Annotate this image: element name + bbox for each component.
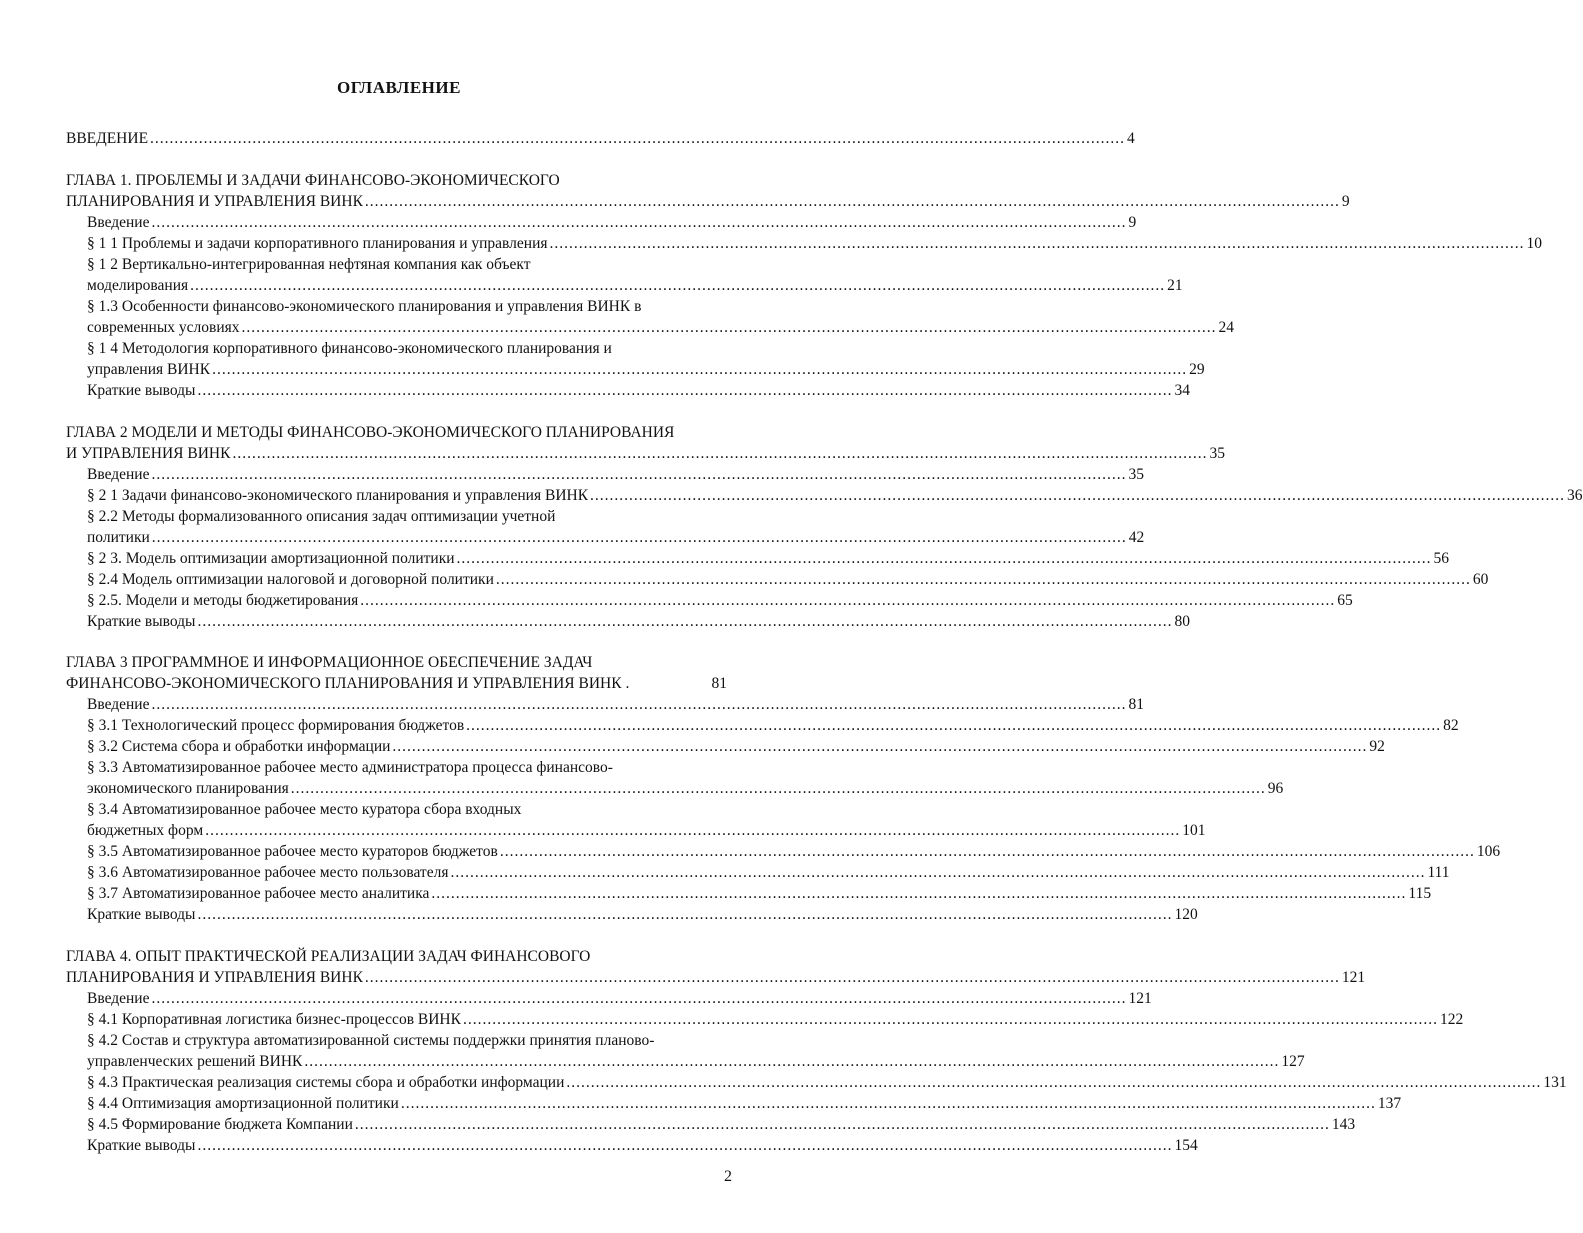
toc-page-number: 111 xyxy=(1427,864,1450,881)
toc-entry xyxy=(87,905,1198,925)
toc-entry-title: § 4.1 Корпоративная логистика бизнес-процессов ВИНК xyxy=(87,1011,461,1028)
toc-entry xyxy=(87,1094,1402,1114)
toc-entry xyxy=(87,1052,1305,1072)
toc-page-number: 60 xyxy=(1472,571,1489,588)
dot-leader: ........................................................................................................................................................................................................ xyxy=(212,361,1188,378)
toc-entry-title: И УПРАВЛЕНИЯ ВИНК xyxy=(66,445,231,462)
toc-entry xyxy=(87,465,1144,485)
dot-leader: ........................................................................................................................................................................................................ xyxy=(549,235,1525,252)
toc-entry-title: моделирования xyxy=(87,277,189,294)
toc-entry xyxy=(87,863,1450,883)
dot-leader: ........................................................................................................................................................................................................ xyxy=(151,214,1127,231)
toc-entry-title: § 3.2 Система сбора и обработки информации xyxy=(87,738,391,755)
dot-leader: ........................................................................................................................................................................................................ xyxy=(400,1095,1376,1112)
toc-entry-continued xyxy=(87,255,727,275)
dot-leader: ........................................................................................................................................................................................................ xyxy=(304,1053,1280,1070)
toc-entry xyxy=(87,737,1385,757)
dot-leader: ........................................................................................................................................................................................................ xyxy=(360,592,1336,609)
toc-entry-title: § 3.4 Автоматизированное рабочее место куратора сбора входных xyxy=(87,801,522,818)
dot-leader: ........................................................................................................................................................................................................ xyxy=(364,193,1340,210)
toc-entry-title: Введение xyxy=(87,696,150,713)
dot-leader: ........................................................................................................................................................................................................ xyxy=(232,445,1208,462)
toc-page-number: 96 xyxy=(1267,780,1284,797)
dot-leader: ........................................................................................................................................................................................................ xyxy=(197,906,1173,923)
toc-entry-title: ВВЕДЕНИЕ xyxy=(66,130,149,147)
toc-page-number: 21 xyxy=(1167,277,1183,294)
toc-entry xyxy=(87,381,1190,401)
toc-entry xyxy=(87,1073,1567,1093)
toc-entry-continued xyxy=(66,947,733,967)
toc-entry-continued xyxy=(87,297,727,317)
toc-page-number: 35 xyxy=(1128,466,1144,483)
toc-entry xyxy=(87,884,1432,904)
toc-entry xyxy=(87,549,1450,569)
toc-entry xyxy=(87,591,1353,611)
toc-entry-title: Введение xyxy=(87,466,150,483)
dot-leader: ........................................................................................................................................................................................................ xyxy=(197,382,1173,399)
toc-page-number: 101 xyxy=(1182,822,1206,839)
toc-entry-title: § 1 1 Проблемы и задачи корпоративного планирования и управления xyxy=(87,235,548,252)
toc-entry xyxy=(87,213,1137,233)
toc-page-number: 81 xyxy=(711,675,727,692)
toc-page-number: 34 xyxy=(1174,382,1190,399)
toc-page-number: 29 xyxy=(1189,361,1205,378)
dot-leader: ........................................................................................................................................................................................................ xyxy=(590,487,1566,504)
toc-page-number: 121 xyxy=(1341,969,1366,986)
toc-entry-title: § 2 3. Модель оптимизации амортизационной политики xyxy=(87,550,455,567)
toc-page-number: 4 xyxy=(1127,130,1135,147)
toc-entry xyxy=(87,528,1145,548)
toc-entry-title: ГЛАВА 3 ПРОГРАММНОЕ И ИНФОРМАЦИОННОЕ ОБЕСПЕЧЕНИЕ ЗАДАЧ xyxy=(66,654,593,671)
toc-entry-title: Введение xyxy=(87,214,150,231)
toc-page-number: 65 xyxy=(1337,592,1353,609)
dot-leader: ........................................................................................................................................................................................................ xyxy=(151,466,1127,483)
toc-entry-title: ФИНАНСОВО-ЭКОНОМИЧЕСКОГО ПЛАНИРОВАНИЯ И УПРАВЛЕНИЯ ВИНК . xyxy=(66,675,630,692)
toc-entry xyxy=(87,360,1205,380)
toc-page-number: 36 xyxy=(1567,487,1583,504)
page-number: 2 xyxy=(724,1168,732,1185)
toc-entry xyxy=(87,612,1190,632)
toc-entry xyxy=(87,276,1183,296)
toc-page-number: 127 xyxy=(1281,1053,1305,1070)
toc-entry-title: § 4.4 Оптимизация амортизационной политики xyxy=(87,1095,399,1112)
toc-page-number: 35 xyxy=(1209,445,1225,462)
dot-leader: ........................................................................................................................................................................................................ xyxy=(205,822,1181,839)
toc-entry-continued xyxy=(87,339,727,359)
toc-page-number: 82 xyxy=(1443,717,1459,734)
toc-entry-title: § 3.3 Автоматизированное рабочее место администратора процесса финансово- xyxy=(87,759,613,776)
dot-leader: ........................................................................................................................................................................................................ xyxy=(495,571,1471,588)
toc-entry-title: § 3.1 Технологический процесс формирования бюджетов xyxy=(87,717,465,734)
toc-entry-title: экономического планирования xyxy=(87,780,289,797)
dot-leader: ........................................................................................................................................................................................................ xyxy=(241,319,1217,336)
toc-entry xyxy=(87,779,1284,799)
toc-page-number: 154 xyxy=(1174,1137,1198,1154)
toc-entry xyxy=(87,234,1542,254)
toc-entry-title: § 2.5. Модели и методы бюджетирования xyxy=(87,592,359,609)
toc-page-number: 121 xyxy=(1128,990,1152,1007)
toc-page-number: 120 xyxy=(1174,906,1198,923)
toc-page-number: 81 xyxy=(1128,696,1144,713)
toc-entry-title: § 4.2 Состав и структура автоматизированной системы поддержки принятия планово- xyxy=(87,1032,655,1049)
dot-leader: ........................................................................................................................................................................................................ xyxy=(466,717,1442,734)
toc-page-number: 106 xyxy=(1476,843,1501,860)
dot-leader: ........................................................................................................................................................................................................ xyxy=(462,1011,1438,1028)
toc-entry-continued xyxy=(66,423,731,443)
toc-entry-title: § 4.3 Практическая реализация системы сбора и обработки информации xyxy=(87,1074,565,1091)
toc-entry xyxy=(87,486,1583,506)
toc-entry-continued xyxy=(87,1031,733,1051)
toc-entry-title: ГЛАВА 4. ОПЫТ ПРАКТИЧЕСКОЙ РЕАЛИЗАЦИИ ЗАДАЧ ФИНАНСОВОГО xyxy=(66,948,591,965)
toc-entry xyxy=(87,716,1459,736)
toc-entry-title: Краткие выводы xyxy=(87,613,196,630)
toc-entry-title: § 1.3 Особенности финансово-экономического планирования и управления ВИНК в xyxy=(87,298,642,315)
toc-entry xyxy=(66,444,1225,464)
toc-entry xyxy=(87,821,1206,841)
toc-page-number: 131 xyxy=(1543,1074,1567,1091)
toc-page-number: 92 xyxy=(1369,738,1385,755)
toc-page-number: 42 xyxy=(1128,529,1145,546)
toc-entry-title: § 1 2 Вертикально-интегрированная нефтяная компания как объект xyxy=(87,256,531,273)
toc-entry xyxy=(87,842,1501,862)
toc-entry xyxy=(87,695,1144,715)
toc-entry xyxy=(66,674,727,694)
toc-entry-title: Краткие выводы xyxy=(87,382,196,399)
toc-entry-continued xyxy=(87,507,727,527)
dot-leader: ........................................................................................................................................................................................................ xyxy=(566,1074,1542,1091)
dot-leader: ........................................................................................................................................................................................................ xyxy=(151,696,1127,713)
dot-leader: ........................................................................................................................................................................................................ xyxy=(290,780,1266,797)
dot-leader: ........................................................................................................................................................................................................ xyxy=(197,1137,1173,1154)
toc-entry-title: ПЛАНИРОВАНИЯ И УПРАВЛЕНИЯ ВИНК xyxy=(66,193,363,210)
toc-page-number: 115 xyxy=(1408,885,1432,902)
toc-page-number: 24 xyxy=(1218,319,1235,336)
toc-entry-title: Краткие выводы xyxy=(87,906,196,923)
toc-entry xyxy=(66,192,1350,212)
dot-leader: ........................................................................................................................................................................................................ xyxy=(190,277,1166,294)
toc-entry-title: управленческих решений ВИНК xyxy=(87,1053,303,1070)
toc-page-number: 9 xyxy=(1341,193,1350,210)
toc-page-number: 9 xyxy=(1128,214,1137,231)
toc-entry-title: ПЛАНИРОВАНИЯ И УПРАВЛЕНИЯ ВИНК xyxy=(66,969,363,986)
toc-entry-title: управления ВИНК xyxy=(87,361,211,378)
toc-entry-title: ГЛАВА 1. ПРОБЛЕМЫ И ЗАДАЧИ ФИНАНСОВО-ЭКОНОМИЧЕСКОГО xyxy=(66,172,560,189)
toc-entry-continued xyxy=(66,653,727,673)
toc-page-number: 137 xyxy=(1377,1095,1402,1112)
toc-entry xyxy=(87,570,1489,590)
toc-entry xyxy=(87,318,1235,338)
toc-entry-title: § 3.7 Автоматизированное рабочее место аналитика xyxy=(87,885,430,902)
toc-entry xyxy=(87,1136,1198,1156)
dot-leader: ........................................................................................................................................................................................................ xyxy=(456,550,1432,567)
toc-entry-title: Введение xyxy=(87,990,150,1007)
toc-entry-title: § 3.6 Автоматизированное рабочее место пользователя xyxy=(87,864,449,881)
toc-entry-title: § 2.4 Модель оптимизации налоговой и договорной политики xyxy=(87,571,494,588)
dot-leader: ........................................................................................................................................................................................................ xyxy=(499,843,1475,860)
toc-entry-title: политики xyxy=(87,529,150,546)
dot-leader: ........................................................................................................................................................................................................ xyxy=(364,969,1340,986)
dot-leader: ........................................................................................................................................................................................................ xyxy=(151,529,1127,546)
toc-entry-title: Краткие выводы xyxy=(87,1137,196,1154)
toc-entry-continued xyxy=(87,800,727,820)
toc-entry-title: § 2.2 Методы формализованного описания задач оптимизации учетной xyxy=(87,508,556,525)
dot-leader: ........................................................................................................................................................................................................ xyxy=(450,864,1426,881)
toc-entry xyxy=(87,989,1152,1009)
toc-page-number: 143 xyxy=(1331,1116,1356,1133)
toc-page-number: 80 xyxy=(1174,613,1190,630)
toc-page-number: 122 xyxy=(1439,1011,1464,1028)
toc-entry-title: ГЛАВА 2 МОДЕЛИ И МЕТОДЫ ФИНАНСОВО-ЭКОНОМИЧЕСКОГО ПЛАНИРОВАНИЯ xyxy=(66,424,675,441)
toc-entry-continued xyxy=(66,171,719,191)
toc-entry-title: § 3.5 Автоматизированное рабочее место кураторов бюджетов xyxy=(87,843,498,860)
toc-entry xyxy=(66,968,1366,988)
dot-leader: ........................................................................................................................................................................................................ xyxy=(431,885,1407,902)
toc-entry xyxy=(66,129,1135,149)
toc-entry-title: современных условиях xyxy=(87,319,240,336)
toc-entry-title: бюджетных форм xyxy=(87,822,204,839)
dot-leader: ........................................................................................................................................................................................................ xyxy=(392,738,1368,755)
toc-page-number: 56 xyxy=(1433,550,1450,567)
toc-entry-title: § 2 1 Задачи финансово-экономического планирования и управления ВИНК xyxy=(87,487,589,504)
page-title: ОГЛАВЛЕНИЕ xyxy=(337,78,461,97)
dot-leader: ........................................................................................................................................................................................................ xyxy=(151,990,1127,1007)
toc-entry-title: § 4.5 Формирование бюджета Компании xyxy=(87,1116,353,1133)
dot-leader: ........................................................................................................................................................................................................ xyxy=(354,1116,1330,1133)
toc-entry xyxy=(87,1010,1464,1030)
toc-entry-continued xyxy=(87,758,727,778)
dot-leader: ........................................................................................................................................................................................................ xyxy=(197,613,1173,630)
toc-entry-title: § 1 4 Методология корпоративного финансово-экономического планирования и xyxy=(87,340,612,357)
toc-entry xyxy=(87,1115,1356,1135)
toc-page-number: 10 xyxy=(1526,235,1542,252)
dot-leader: ........................................................................................................................................................................................................ xyxy=(150,130,1126,147)
